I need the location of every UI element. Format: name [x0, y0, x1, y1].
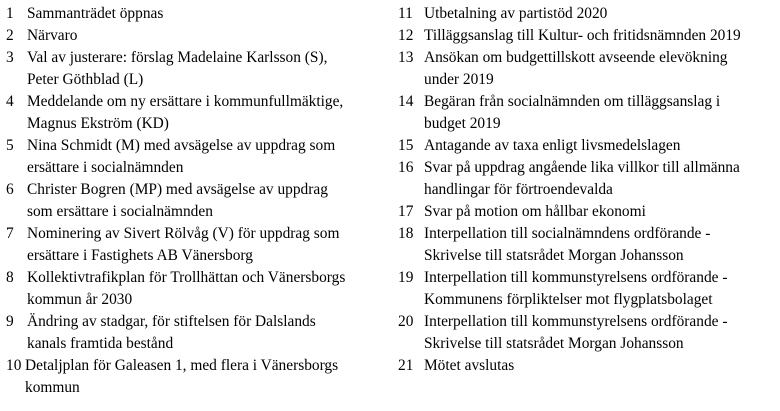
agenda-item-15	[398, 135, 778, 157]
agenda-item-number: 8	[6, 269, 14, 286]
agenda-item-19	[398, 267, 778, 311]
agenda-item-number: 18	[398, 225, 414, 242]
agenda-item-text: Meddelande om ny ersättare i kommunfullmäktige, Magnus Ekström (KD)	[27, 93, 344, 132]
agenda-item-number: 19	[398, 269, 414, 286]
agenda-item-text: Begäran från socialnämnden om tilläggsanslag i budget 2019	[424, 93, 721, 132]
agenda-item-5	[6, 135, 394, 179]
agenda-item-text: Nominering av Sivert Rölvåg (V) för uppdrag som ersättare i Fastighets AB Vänersborg	[27, 225, 340, 264]
agenda-item-text: Interpellation till kommunstyrelsens ordförande - Skrivelse till statsrådet Morgan Johansson	[424, 313, 728, 352]
agenda-item-11	[398, 3, 778, 25]
agenda-item-number: 11	[398, 5, 413, 22]
agenda-item-number: 7	[6, 225, 14, 242]
agenda-item-text: Svar på uppdrag angående lika villkor till allmänna handlingar för förtroendevalda	[424, 159, 740, 198]
agenda-item-number: 6	[6, 181, 14, 198]
agenda-item-text: Interpellation till kommunstyrelsens ordförande - Kommunens förpliktelser mot flygplatsbolaget	[424, 269, 728, 308]
agenda-item-9	[6, 311, 394, 355]
agenda-item-17	[398, 201, 778, 223]
agenda-item-text: Mötet avslutas	[424, 357, 515, 374]
agenda-item-number: 1	[6, 5, 14, 22]
agenda-item-number: 5	[6, 137, 14, 154]
agenda-item-number: 4	[6, 93, 14, 110]
agenda-item-text: Val av justerare: förslag Madelaine Karlsson (S), Peter Göthblad (L)	[27, 49, 328, 88]
agenda-item-number: 13	[398, 49, 414, 66]
agenda-item-number: 12	[398, 27, 414, 44]
agenda-item-3	[6, 47, 394, 91]
agenda-item-4	[6, 91, 394, 135]
agenda-item-text: Svar på motion om hållbar ekonomi	[424, 203, 646, 220]
agenda-item-text: Tilläggsanslag till Kultur- och fritidsnämnden 2019	[424, 27, 741, 44]
agenda-item-number: 17	[398, 203, 414, 220]
agenda-column-left	[6, 3, 394, 399]
agenda-item-text: Sammanträdet öppnas	[27, 5, 164, 22]
agenda-column-right	[398, 3, 778, 377]
agenda-item-text: Ändring av stadgar, för stiftelsen för Dalslands kanals framtida bestånd	[27, 313, 316, 352]
agenda-item-text: Utbetalning av partistöd 2020	[424, 5, 608, 22]
agenda-item-text: Närvaro	[27, 27, 78, 44]
agenda-item-text: Kollektivtrafikplan för Trollhättan och Vänersborgs kommun år 2030	[27, 269, 346, 308]
agenda-item-number: 3	[6, 49, 14, 66]
agenda-item-10	[6, 355, 394, 399]
agenda-item-number: 10	[6, 357, 22, 374]
agenda-item-1	[6, 3, 394, 25]
agenda-item-18	[398, 223, 778, 267]
agenda-item-number: 21	[398, 357, 414, 374]
agenda-item-text: Antagande av taxa enligt livsmedelslagen	[424, 137, 681, 154]
agenda-item-6	[6, 179, 394, 223]
agenda-item-13	[398, 47, 778, 91]
agenda-item-8	[6, 267, 394, 311]
agenda-item-text: Ansökan om budgettillskott avseende elevökning under 2019	[424, 49, 728, 88]
agenda-item-12	[398, 25, 778, 47]
agenda-item-text: Detaljplan för Galeasen 1, med flera i Vänersborgs kommun	[25, 357, 339, 396]
agenda-item-text: Nina Schmidt (M) med avsägelse av uppdrag som ersättare i socialnämnden	[27, 137, 336, 176]
agenda-item-number: 14	[398, 93, 414, 110]
agenda-item-number: 16	[398, 159, 414, 176]
agenda-item-21	[398, 355, 778, 377]
agenda-item-number: 20	[398, 313, 414, 330]
agenda-item-16	[398, 157, 778, 201]
agenda-item-text: Interpellation till socialnämndens ordförande - Skrivelse till statsrådet Morgan Johansson	[424, 225, 711, 264]
agenda-item-20	[398, 311, 778, 355]
agenda-item-text: Christer Bogren (MP) med avsägelse av uppdrag som ersättare i socialnämnden	[27, 181, 328, 220]
agenda-item-number: 2	[6, 27, 14, 44]
agenda-item-number: 9	[6, 313, 14, 330]
agenda-item-2	[6, 25, 394, 47]
agenda-item-7	[6, 223, 394, 267]
agenda-item-14	[398, 91, 778, 135]
agenda-item-number: 15	[398, 137, 414, 154]
